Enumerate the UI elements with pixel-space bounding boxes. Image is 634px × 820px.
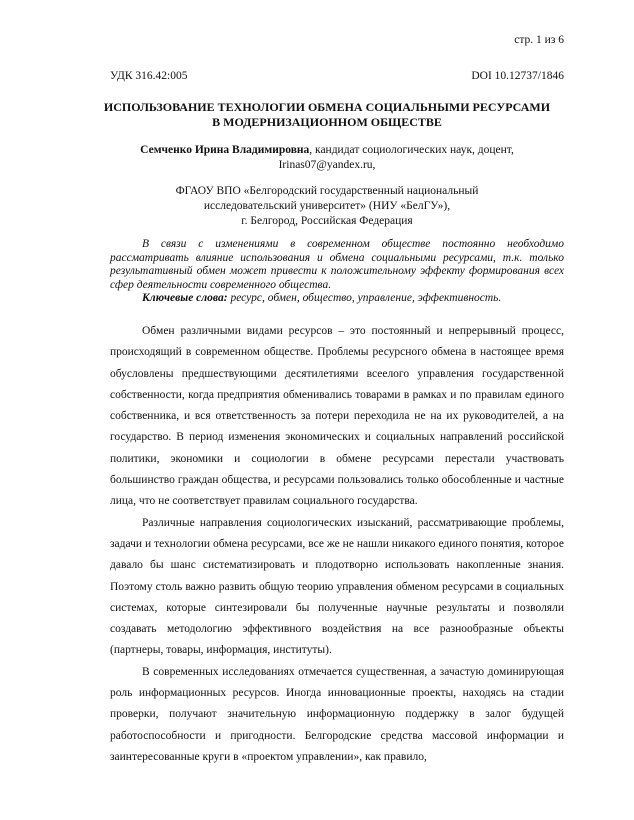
udk-code: УДК 316.42:005 [110, 70, 188, 82]
paragraph-2: Различные направления социологических изысканий, рассматривающие проблемы, задачи и технологии обмена ресурсами, все же не нашли никакого единого понятия, которое давало бы шанс систематизировать и плодотворно использовать накопленные знания. Поэтому столь важно развить общую теорию управления обменом ресурсами в социальных системах, которые синтезировали бы полученные научные результаты и позволяли создавать методологию эффективного воздействия на все разнообразные объекты (партнеры, товары, информация, институты). [110, 516, 564, 657]
keywords [110, 292, 564, 306]
doi-code: DOI 10.12737/1846 [471, 70, 564, 82]
paragraph-3: В современных исследованиях отмечается существенная, а зачастую доминирующая роль информационных ресурсов. Иногда инновационные проекты, находясь на стадии проверки, получают значительную информационную поддержку в залог будущей работоспособности и пригодности. Белгородские средства массовой информации и заинтересованные круги в «проектом управлении», как правило, [110, 665, 564, 763]
author-block [90, 143, 564, 173]
author-email: Irinas07@yandex.ru, [278, 159, 376, 171]
affiliation-block [90, 184, 564, 229]
article-meta [110, 70, 564, 82]
title-line-1: ИСПОЛЬЗОВАНИЕ ТЕХНОЛОГИИ ОБМЕНА СОЦИАЛЬНЫМИ РЕСУРСАМИ [103, 100, 551, 114]
author-degree: , кандидат социологических наук, доцент, [309, 144, 514, 156]
page-number: стр. 1 из 6 [514, 34, 564, 46]
paragraph-1: Обмен различными видами ресурсов – это постоянный и непрерывный процесс, происходящий в современном обществе. Проблемы ресурсного обмена в настоящее время обусловлены предшествующими десятилетиями всеелого управления государственной собственности, когда предприятия обменивались товарами в рамках и по правилам единого собственника, и вся ответственность за потери переходила не на их руководителей, а на государство. В период изменения экономических и социальных направлений российской политики, экономики и социологии в обмене ресурсами перестали участвовать большинство граждан общества, и ресурсами пользовались только обособленные и частные лица, что не соответствует правилам социального государства. [110, 325, 564, 508]
title-line-2: В МОДЕРНИЗАЦИОННОМ ОБЩЕСТВЕ [212, 115, 442, 129]
affiliation-line-1: ФГАОУ ВПО «Белгородский государственный национальный [175, 185, 479, 197]
author-line [90, 143, 564, 158]
article-body [110, 321, 564, 768]
abstract: В связи с изменениями в современном обществе постоянно необходимо рассматривать влияние использования и обмена социальными ресурсами, т.к. только результативный обмен может привести к положительному эффекту формирования всех сфер деятельности современного общества. [110, 238, 564, 291]
keywords-text: ресурс, обмен, общество, управление, эффективность. [227, 292, 502, 304]
affiliation-line-2: исследовательский университет» (НИУ «БелГУ»), [203, 200, 451, 212]
article-title [90, 100, 564, 130]
author-name: Семченко Ирина Владимировна [140, 144, 310, 156]
keywords-label: Ключевые слова: [142, 292, 228, 304]
affiliation-line-3: г. Белгород, Российская Федерация [241, 215, 413, 227]
